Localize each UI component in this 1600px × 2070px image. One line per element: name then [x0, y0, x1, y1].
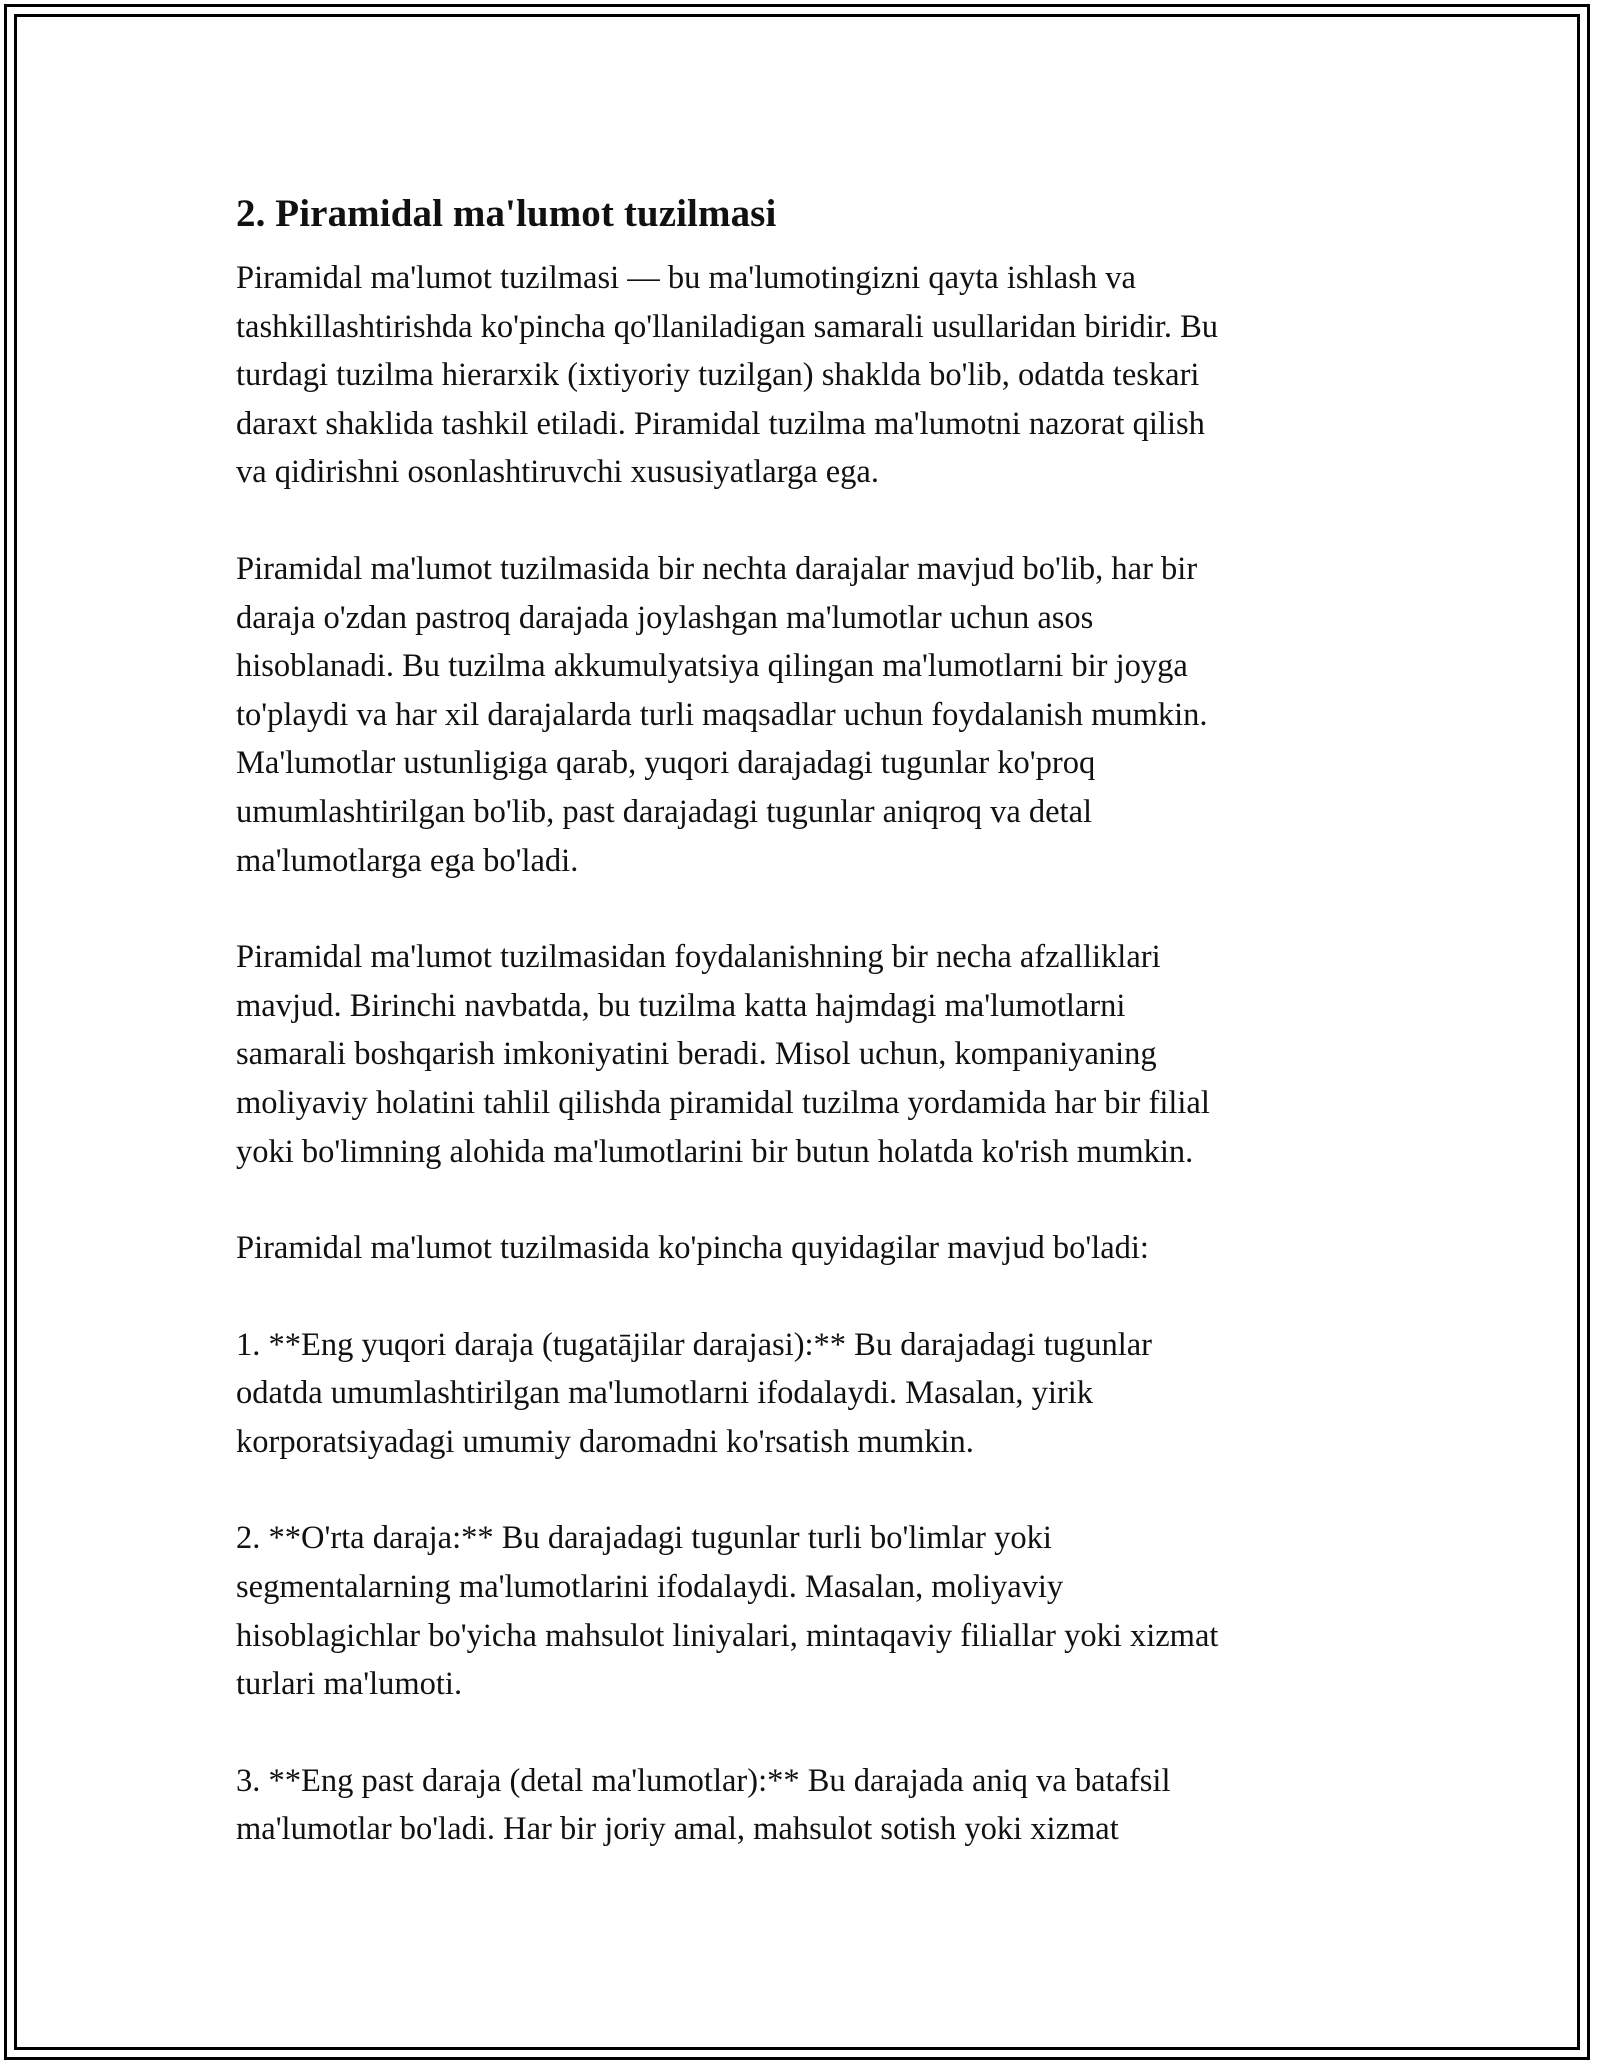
paragraph-advantages: Piramidal ma'lumot tuzilmasidan foydalanishning bir necha afzalliklari mavjud. Birinchi navbatda, bu tuzilma katta hajmdagi ma'lumotlarni samarali boshqarish imkoniyatini beradi. Misol uchun, kompaniyaning moliyaviy holatini tahlil qilishda piramidal tuzilma yordamida har bir filial yoki bo'limning alohida ma'lumotlarini bir butun holatda ko'rish mumkin.	[236, 939, 1210, 1170]
paragraph-levels: Piramidal ma'lumot tuzilmasida bir nechta darajalar mavjud bo'lib, har bir daraja o'zdan pastroq darajada joylashgan ma'lumotlar uchun asos hisoblanadi. Bu tuzilma akkumulyatsiya qilingan ma'lumotlarni bir joyga to'playdi va har xil darajalarda turli maqsadlar uchun foydalanish mumkin. Ma'lumotlar ustunligiga qarab, yuqori darajadagi tugunlar ko'proq umumlashtirilgan bo'lib, past darajadagi tugunlar aniqroq va detal ma'lumotlarga ega bo'ladi.	[236, 550, 1208, 879]
document-body	[236, 188, 1356, 1902]
paragraph-intro: Piramidal ma'lumot tuzilmasi — bu ma'lumotingizni qayta ishlash va tashkillashtirishda ko'pincha qo'llaniladigan samarali usullaridan biridir. Bu turdagi tuzilma hierarxik (ixtiyoriy tuzilgan) shaklda bo'lib, odatda teskari daraxt shaklida tashkil etiladi. Piramidal tuzilma ma'lumotni nazorat qilish va qidirishni osonlashtiruvchi xususiyatlarga ega.	[236, 260, 1218, 491]
section-heading: 2. Piramidal ma'lumot tuzilmasi	[236, 192, 777, 235]
paragraph-list-intro: Piramidal ma'lumot tuzilmasida ko'pincha quyidagilar mavjud bo'ladi:	[236, 1230, 1149, 1267]
list-item-middle-level: 2. **O'rta daraja:** Bu darajadagi tugunlar turli bo'limlar yoki segmentalarning ma'lumotlarini ifodalaydi. Masalan, moliyaviy hisoblagichlar bo'yicha mahsulot liniyalari, mintaqaviy filiallar yoki xizmat turlari ma'lumoti.	[236, 1520, 1219, 1703]
list-item-top-level: 1. **Eng yuqori daraja (tugatājilar darajasi):** Bu darajadagi tugunlar odatda umumlashtirilgan ma'lumotlarni ifodalaydi. Masalan, yirik korporatsiyadagi umumiy daromadni ko'rsatish mumkin.	[236, 1326, 1152, 1460]
list-item-bottom-level: 3. **Eng past daraja (detal ma'lumotlar):** Bu darajada aniq va batafsil ma'lumotlar bo'ladi. Har bir joriy amal, mahsulot sotish yoki xizmat	[236, 1762, 1171, 1848]
